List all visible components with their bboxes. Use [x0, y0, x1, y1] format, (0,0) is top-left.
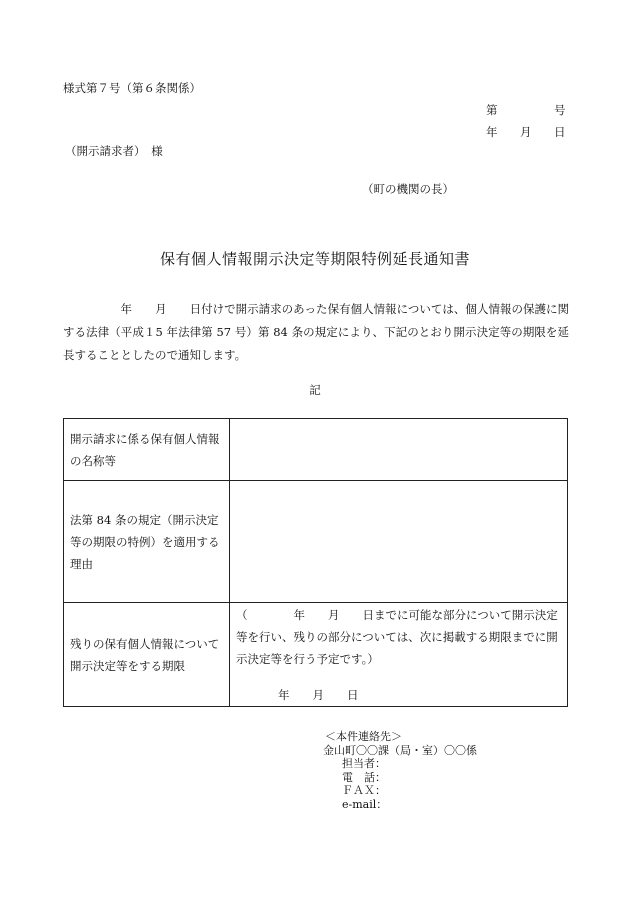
document-number-line: [486, 102, 566, 118]
year-label: 年: [486, 125, 498, 139]
contact-person: 担当者：: [331, 757, 386, 771]
table-row: [64, 481, 568, 603]
deadline-note: （ 年 月 日までに可能な部分について開示決定等を行い、残りの部分については、次に掲載する期限までに開示決定等を行う予定です。）: [236, 607, 558, 666]
details-table: [63, 418, 568, 707]
recipient-line: （開示請求者） 様: [65, 144, 163, 158]
form-number-label: 様式第７号（第６条関係）: [63, 81, 201, 95]
table-row: [64, 419, 568, 481]
number-suffix: 号: [554, 103, 566, 117]
month-label: 月: [520, 125, 532, 139]
contact-heading: ＜本件連絡先＞: [325, 730, 402, 743]
deadline-value: [230, 603, 568, 707]
contact-phone: 電 話：: [331, 770, 386, 784]
reason-label: 法第 84 条の規定（開示決定等の期限の特例）を適用する理由: [64, 481, 230, 603]
contact-fax: ＦＡＸ：: [331, 784, 386, 798]
table-row: [64, 603, 568, 707]
ki-heading: 記: [309, 383, 321, 397]
reason-value: [230, 481, 568, 603]
info-name-label: 開示請求に係る保有個人情報の名称等: [64, 419, 230, 481]
contact-department: 金山町〇〇課（局・室）〇〇係: [323, 743, 477, 757]
day-label: 日: [554, 125, 566, 139]
info-name-value: [230, 419, 568, 481]
document-title: 保有個人情報開示決定等期限特例延長通知書: [159, 250, 470, 268]
deadline-date: 年 月 日: [278, 687, 359, 702]
number-prefix: 第: [486, 103, 498, 117]
issue-date-line: [486, 124, 566, 140]
deadline-label: 残りの保有個人情報について開示決定等をする期限: [64, 603, 230, 707]
notice-body: 年 月 日付けで開示請求のあった保有個人情報については、個人情報の保護に関する法律（平成１5 年法律第 57 号）第 84 条の規定により、下記のとおり開示決定等の期限を延長することとしたので通知します。: [63, 302, 569, 362]
contact-block: [323, 730, 477, 812]
issuer-line: （町の機関の長）: [362, 182, 454, 196]
contact-email: e-mail：: [331, 797, 388, 811]
